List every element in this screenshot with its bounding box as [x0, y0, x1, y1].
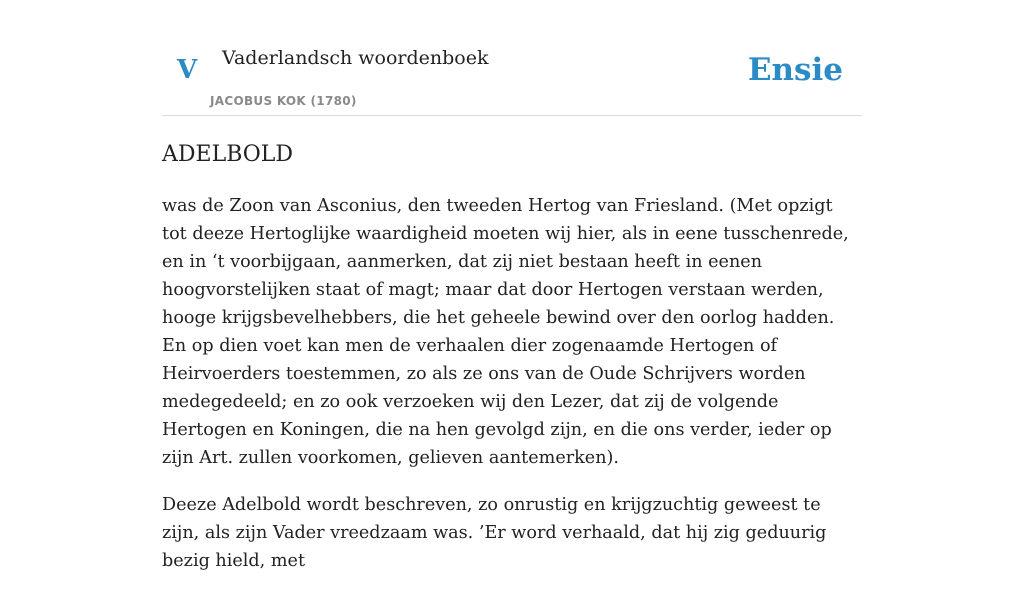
article-page — [162, 0, 862, 571]
site-logo[interactable]: Ensie — [747, 52, 843, 88]
index-letter[interactable]: V — [177, 55, 198, 85]
entry-paragraph-2: Deeze Adelbold wordt beschreven, zo onrustig en krijgzuchtig geweest te zijn, als zijn Vader vreedzaam was. ’Er word verhaald, dat hij zig geduurig bezig hield, met — [162, 495, 827, 571]
book-title-link[interactable]: Vaderlandsch woordenboek — [222, 47, 489, 69]
book-header — [162, 0, 862, 116]
book-author: JACOBUS KOK (1780) — [210, 94, 357, 108]
entry-paragraph-1: was de Zoon van Asconius, den tweeden Hertog van Friesland. (Met opzigt tot deeze Hertoglijke waardigheid moeten wij hier, als in eene tusschenrede, en in ‘t voorbijgaan, aanmerken, dat zij niet bestaan heeft in eenen hoogvorstelijken staat of magt; maar dat door Hertogen verstaan werden, hooge krijgsbevelhebbers, die het geheele bewind over den oorlog hadden. En op dien voet kan men de verhaalen dier zogenaamde Hertogen of Heirvoerders toestemmen, zo als ze ons van de Oude Schrijvers worden medegedeeld; en zo ook verzoeken wij den Lezer, dat zij de volgende Hertogen en Koningen, die na hen gevolgd zijn, en die ons verder, ieder op zijn Art. zullen voorkomen, gelieven aantemerken). — [162, 196, 849, 468]
entry-body — [162, 192, 862, 594]
entry-title: ADELBOLD — [162, 142, 294, 167]
